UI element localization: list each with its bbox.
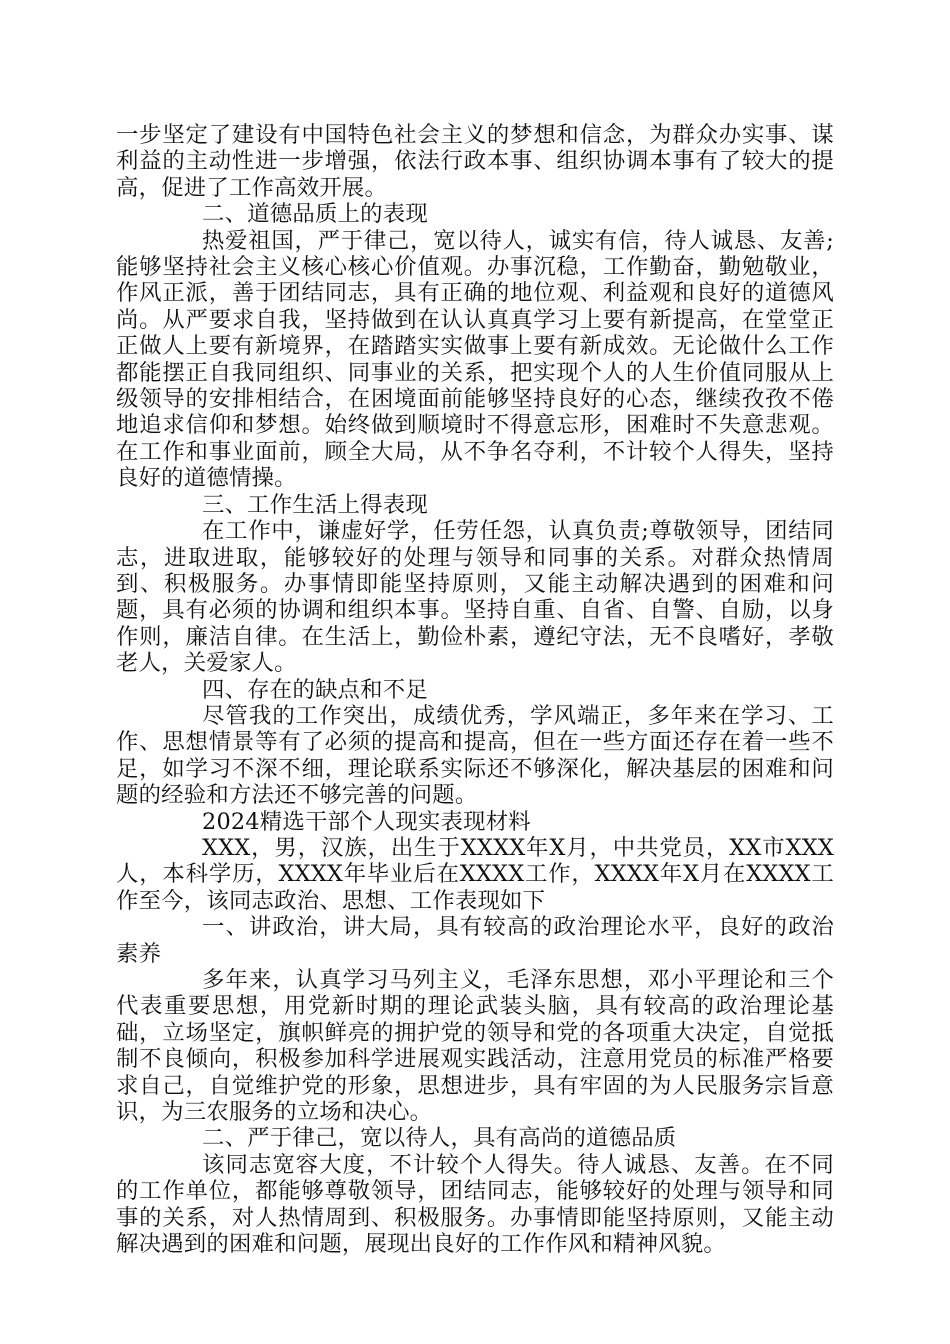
section-heading-moral: 二、道德品质上的表现 [202,201,428,228]
paragraph-politics: 多年来，认真学习马列主义，毛泽东思想，邓小平理论和三个代表重要思想，用党新时期的理论武装头脑，具有较高的政治理论基础，立场坚定，旗帜鲜亮的拥护党的领导和党的各项重大决定，自觉抵制不良倾向，积极参加科学进展观实践活动，注意用党员的标准严格要求自己，自觉维护党的形象，思想进步，具有牢固的为人民服务宗旨意识，为三农服务的立场和决心。 [116,967,834,1126]
section-heading-politics: 一、讲政治，讲大局，具有较高的政治理论水平，良好的政治素养 [116,914,834,967]
document-body [116,122,834,1257]
section-heading-shortcomings: 四、存在的缺点和不足 [202,676,428,703]
paragraph-moral: 热爱祖国，严于律己，宽以待人，诚实有信，待人诚恳、友善;能够坚持社会主义核心核心价值观。办事沉稳，工作勤奋，勤勉敬业，作风正派，善于团结同志，具有正确的地位观、利益观和良好的道德风尚。从严要求自我，坚持做到在认认真真学习上要有新提高，在堂堂正正做人上要有新境界，在踏踏实实做事上要有新成效。无论做什么工作都能摆正自我同组织、同事业的关系，把实现个人的人生价值同服从上级领导的安排相结合，在困境面前能够坚持良好的心态，继续孜孜不倦地追求信仰和梦想。始终做到顺境时不得意忘形，困难时不失意悲观。在工作和事业面前，顾全大局，从不争名夺利，不计较个人得失，坚持良好的道德情操。 [116,227,834,492]
paragraph-profile: XXX，男，汉族，出生于XXXX年X月，中共党员，XX市XXX人，本科学历，XXXX年毕业后在XXXX工作，XXXX年X月在XXXX工作至今，该同志政治、思想、工作表现如下 [116,834,834,914]
section-heading-work-life: 三、工作生活上得表现 [202,491,428,518]
paragraph-work-life: 在工作中，谦虚好学，任劳任怨，认真负责;尊敬领导，团结同志，进取进取，能够较好的处理与领导和同事的关系。对群众热情周到、积极服务。办事情即能坚持原则，又能主动解决遇到的困难和问题，具有必须的协调和组织本事。坚持自重、自省、自警、自励，以身作则，廉洁自律。在生活上，勤俭朴素，遵纪守法，无不良嗜好，孝敬老人，关爱家人。 [116,518,834,677]
section-heading-discipline: 二、严于律己，宽以待人，具有高尚的道德品质 [202,1125,677,1152]
paragraph-discipline: 该同志宽容大度，不计较个人得失。待人诚恳、友善。在不同的工作单位，都能够尊敬领导，团结同志，能够较好的处理与领导和同事的关系，对人热情周到、积极服务。办事情即能坚持原则，又能主动解决遇到的困难和问题，展现出良好的工作作风和精神风貌。 [116,1151,834,1258]
paragraph-intro: 一步坚定了建设有中国特色社会主义的梦想和信念，为群众办实事、谋利益的主动性进一步增强，依法行政本事、组织协调本事有了较大的提高，促进了工作高效开展。 [116,122,834,201]
document-title: 2024精选干部个人现实表现材料 [202,808,531,835]
paragraph-shortcomings: 尽管我的工作突出，成绩优秀，学风端正，多年来在学习、工作、思想情景等有了必须的提高和提高，但在一些方面还存在着一些不足，如学习不深不细，理论联系实际还不够深化，解决基层的困难和问题的经验和方法还不够完善的问题。 [116,702,834,809]
